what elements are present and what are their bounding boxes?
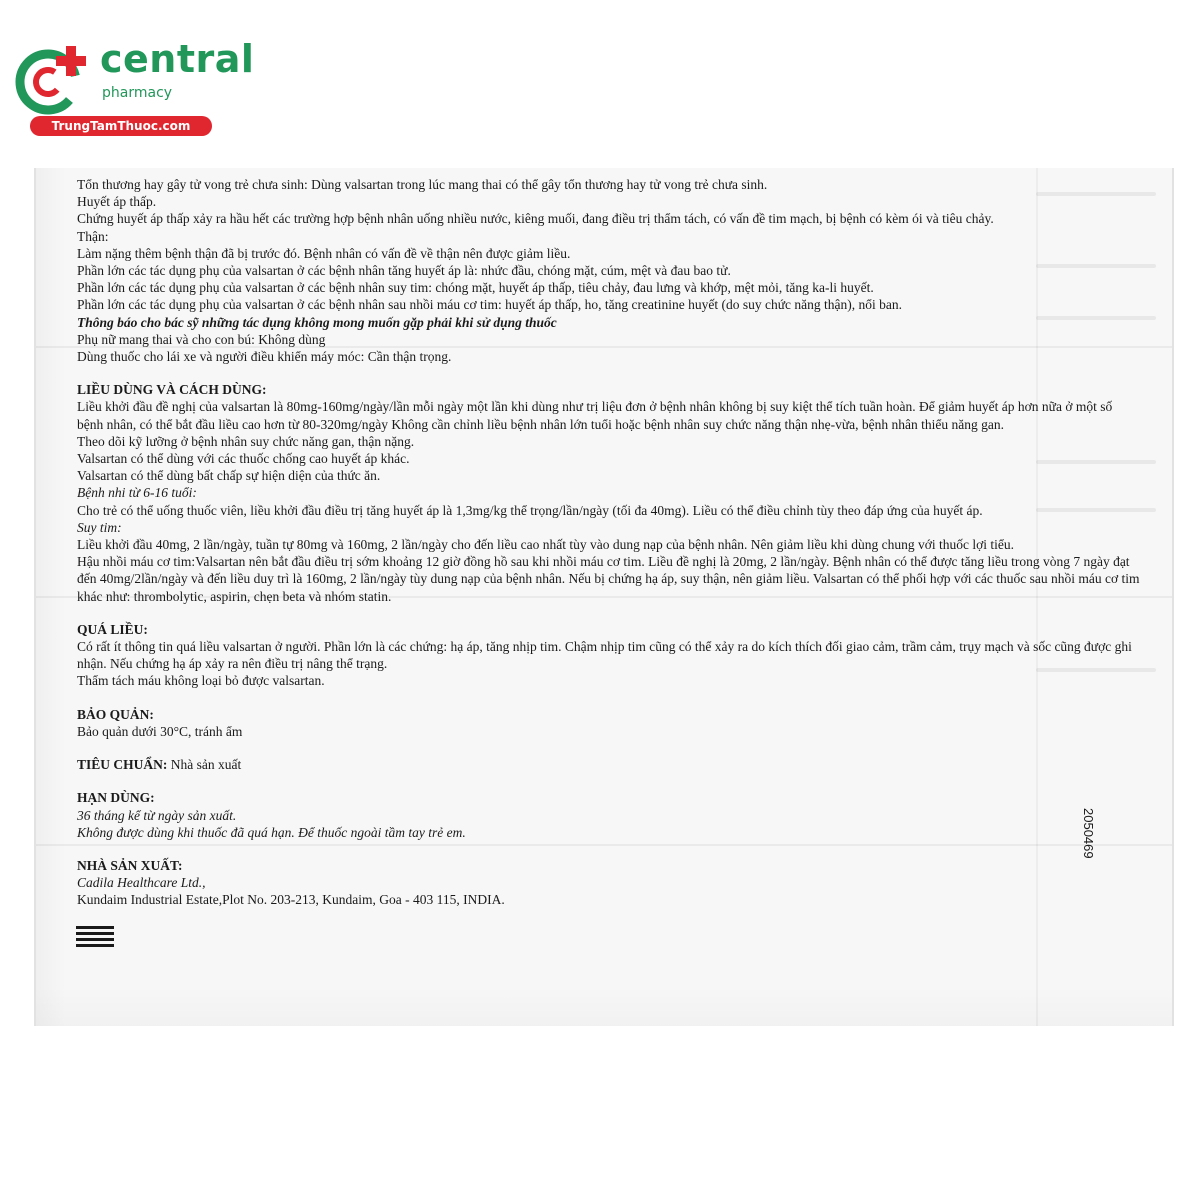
brand-url-badge: TrungTamThuoc.com bbox=[30, 116, 212, 136]
effect-line: Huyết áp thấp. bbox=[77, 194, 157, 210]
manufacturer-name: Cadila Healthcare Ltd., bbox=[77, 875, 206, 891]
effect-line: Phần lớn các tác dụng phụ của valsartan ở các bệnh nhân tăng huyết áp là: nhức đầu, chóng mặt, cúm, mệt và đau bao tử. bbox=[77, 263, 731, 279]
post-mi-dosage: Hậu nhồi máu cơ tim:Valsartan nên bắt đầu điều trị sớm khoảng 12 giờ đồng hồ sau khi nhồi máu cơ tim. Liều đề nghị là 20mg, 2 lần/ngày. Bệnh nhân có thể được tăng liều trong vòng 7 ngày đạt đến 40mg/2lần/ngày và đến liều duy trì là 160mg, 2 lần/ngày tùy dung nạp của bệnh nhân. Nếu bị chứng hạ áp, suy thận, nên giảm liều. Valsartan có thể phối hợp với các thuốc sau nhồi máu cơ tim khác như: thrombolytic, aspirin, chẹn beta và nhóm statin. bbox=[77, 554, 1140, 604]
standard-line bbox=[77, 756, 1141, 773]
storage-heading: BẢO QUẢN: bbox=[77, 706, 154, 722]
print-registration-bars bbox=[76, 926, 114, 950]
expiry-line: 36 tháng kể từ ngày sản xuất. bbox=[77, 807, 237, 823]
effect-line: Tổn thương hay gây tử vong trẻ chưa sinh: Dùng valsartan trong lúc mang thai có thể gây tổn thương hay tử vong trẻ chưa sinh. bbox=[77, 177, 768, 192]
overdose-text: Có rất ít thông tin quá liều valsartan ở người. Phần lớn là các chứng: hạ áp, tăng nhịp tim. Chậm nhịp tim cũng có thể xảy ra do kích thích đối giao cảm, trầm cảm, trụy mạch và sốc cũng được ghi nhận. Nếu chứng hạ áp xảy ra nên điều trị nâng thể trạng. bbox=[77, 639, 1132, 672]
driving-note: Dùng thuốc cho lái xe và người điều khiển máy móc: Cần thận trọng. bbox=[77, 349, 452, 365]
effect-line: Chứng huyết áp thấp xảy ra hầu hết các trường hợp bệnh nhân uống nhiều nước, kiêng muối, đang điều trị thẩm tách, có vấn đề tim mạch, bị bệnh có kèm ói và tiêu chảy. bbox=[77, 211, 994, 227]
dosage-heading: LIỀU DÙNG VÀ CÁCH DÙNG: bbox=[77, 382, 267, 398]
leaflet-scan bbox=[34, 168, 1174, 1026]
leaflet-text bbox=[77, 176, 1141, 909]
pediatric-dosage: Cho trẻ có thể uống thuốc viên, liều khởi đầu điều trị tăng huyết áp là 1,3mg/kg thể trọng/lần/ngày (tối đa 40mg). Liều có thể điều chỉnh tùy theo đáp ứng của huyết áp. bbox=[77, 502, 983, 518]
effect-line: Phần lớn các tác dụng phụ của valsartan ở các bệnh nhân suy tim: chóng mặt, huyết áp thấp, tiêu chảy, đau lưng và khớp, mệt mỏi, tăng ka-li huyết. bbox=[77, 280, 874, 296]
dosage-line: Valsartan có thể dùng bất chấp sự hiện diện của thức ăn. bbox=[77, 468, 381, 484]
standard-heading: TIÊU CHUẨN: bbox=[77, 757, 168, 773]
expiry-line: Không được dùng khi thuốc đã quá hạn. Để thuốc ngoài tầm tay trẻ em. bbox=[77, 824, 466, 840]
lot-code: 2050469 bbox=[1081, 808, 1096, 859]
storage-text: Bảo quản dưới 30°C, tránh ẩm bbox=[77, 723, 243, 739]
brand-subtitle: pharmacy bbox=[102, 85, 173, 101]
effect-line: Thận: bbox=[77, 228, 109, 244]
adverse-notice: Thông báo cho bác sỹ những tác dụng không mong muốn gặp phải khi sử dụng thuốc bbox=[77, 314, 557, 330]
standard-text: Nhà sản xuất bbox=[170, 757, 242, 773]
heart-failure-dosage: Liều khởi đầu 40mg, 2 lần/ngày, tuần tự 80mg và 160mg, 2 lần/ngày cho đến liều cao nhất tùy vào dung nạp của bệnh nhân. Nên giảm liều khi dùng chung với thuốc lợi tiểu. bbox=[77, 537, 1015, 553]
manufacturer-address: Kundaim Industrial Estate,Plot No. 203-213, Kundaim, Goa - 403 115, INDIA. bbox=[77, 892, 505, 908]
pediatric-label: Bệnh nhi từ 6-16 tuổi: bbox=[77, 485, 197, 501]
central-pharmacy-logo bbox=[12, 36, 255, 136]
overdose-dialysis: Thẩm tách máu không loại bỏ được valsartan. bbox=[77, 673, 325, 689]
dosage-line: Liều khởi đầu đề nghị của valsartan là 80mg-160mg/ngày/lần mỗi ngày một lần khi dùng như trị liệu đơn ở bệnh nhân không bị suy kiệt thể tích tuần hoàn. Để giảm huyết áp hơn nữa ở một số bệnh nhân, có thể bắt đầu liều cao hơn từ 80-320mg/ngày Không cần chỉnh liều bệnh nhân lớn tuổi hoặc bệnh nhân suy chức năng thận nhẹ-vừa, bệnh nhân thiểu năng gan. bbox=[77, 399, 1113, 432]
manufacturer-heading: NHÀ SẢN XUẤT: bbox=[77, 857, 183, 873]
effect-line: Phần lớn các tác dụng phụ của valsartan ở các bệnh nhân sau nhồi máu cơ tim: huyết áp thấp, ho, tăng creatinine huyết (do suy chức năng thận), nổi ban. bbox=[77, 297, 902, 313]
heart-failure-label: Suy tim: bbox=[77, 519, 122, 535]
expiry-heading: HẠN DÙNG: bbox=[77, 790, 155, 806]
effect-line: Làm nặng thêm bệnh thận đã bị trước đó. Bệnh nhân có vấn đề về thận nên được giảm liều. bbox=[77, 245, 571, 261]
dosage-line: Theo dõi kỹ lưỡng ở bệnh nhân suy chức năng gan, thận nặng. bbox=[77, 433, 415, 449]
overdose-heading: QUÁ LIỀU: bbox=[77, 621, 148, 637]
brand-name: central bbox=[100, 37, 255, 81]
pregnancy-note: Phụ nữ mang thai và cho con bú: Không dùng bbox=[77, 331, 326, 347]
pharmacy-cross-logo-icon bbox=[12, 38, 94, 120]
dosage-line: Valsartan có thể dùng với các thuốc chống cao huyết áp khác. bbox=[77, 451, 410, 467]
